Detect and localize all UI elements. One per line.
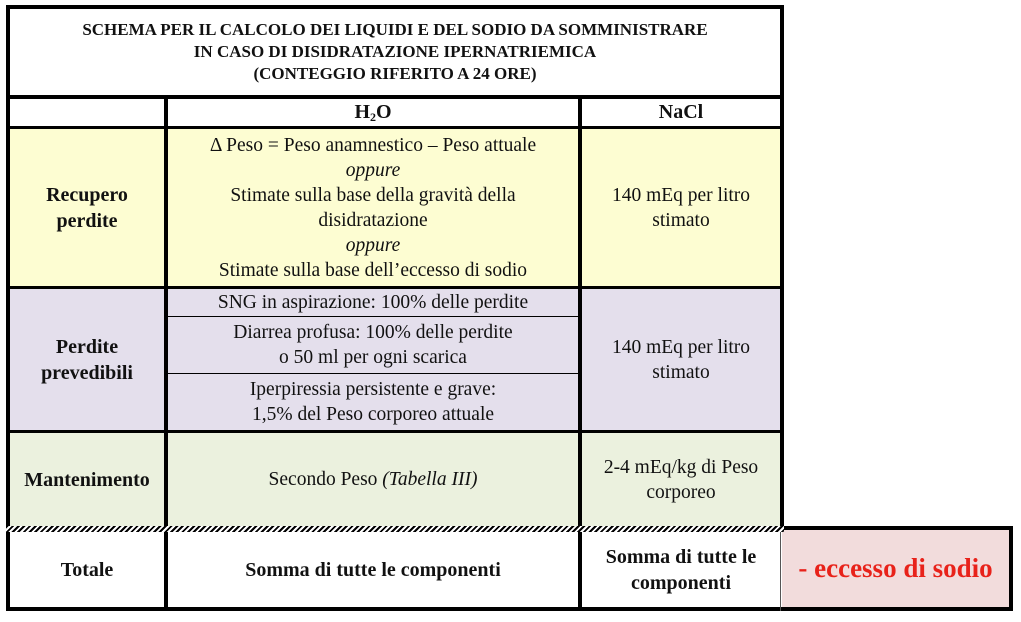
prevedibili-label	[10, 289, 164, 430]
mantenimento-nacl-line1: 2-4 mEq/kg di Peso	[603, 456, 759, 478]
mantenimento-nacl-cell	[582, 433, 780, 526]
border-bottom	[6, 607, 1013, 611]
mantenimento-h2o-text: Secondo Peso	[268, 469, 383, 490]
mantenimento-nacl-line2: corporeo	[646, 481, 716, 503]
iperpiressia-cell	[168, 374, 578, 430]
sng-cell	[168, 289, 578, 316]
recupero-h2o-line1: Δ Peso = Peso anamnestico – Peso attuale	[209, 135, 537, 156]
recupero-label-line1: Recupero	[46, 183, 128, 206]
mantenimento-label-text: Mantenimento	[24, 468, 150, 491]
mantenimento-h2o-italic: (Tabella III)	[382, 469, 478, 490]
totale-nacl-line2: componenti	[631, 571, 731, 594]
totale-nacl-line1: Somma di tutte le	[605, 545, 757, 568]
recupero-label	[10, 129, 164, 286]
h2o-base: H	[354, 100, 370, 123]
prevedibili-label-line2: prevedibili	[41, 361, 133, 384]
recupero-nacl-line1: 140 mEq per litro	[611, 184, 751, 206]
eccesso-sodio-text: - eccesso di sodio	[798, 553, 993, 583]
sng-text: SNG in aspirazione: 100% delle perdite	[217, 292, 529, 313]
diarrea-cell	[168, 317, 578, 373]
totale-h2o-text: Somma di tutte le componenti	[245, 558, 501, 581]
totale-label-text: Totale	[60, 558, 114, 581]
mantenimento-label	[10, 433, 164, 526]
eccesso-sodio-cell	[782, 530, 1009, 607]
totale-h2o-cell	[168, 532, 578, 607]
recupero-label-line2: perdite	[56, 209, 118, 232]
h2o-column-header	[168, 99, 578, 126]
recupero-h2o-line5: oppure	[345, 235, 401, 256]
recupero-h2o-line3: Stimate sulla base della gravità della	[230, 185, 516, 206]
prevedibili-label-line1: Perdite	[55, 335, 119, 358]
h2o-sub: 2	[370, 109, 376, 124]
recupero-h2o-line6: Stimate sulla base dell’eccesso di sodio	[218, 260, 528, 281]
recupero-h2o-line2: oppure	[345, 160, 401, 181]
iperpiressia-line2: 1,5% del Peso corporeo attuale	[251, 404, 495, 425]
title-line2: IN CASO DI DISIDRATAZIONE IPERNATRIEMICA	[193, 42, 597, 61]
prevedibili-nacl-line1: 140 mEq per litro	[611, 336, 751, 358]
h2o-end: O	[376, 100, 392, 123]
totale-label	[10, 532, 164, 607]
title-line3: (CONTEGGIO RIFERITO A 24 ORE)	[253, 64, 537, 83]
prevedibili-nacl-line2: stimato	[652, 361, 710, 383]
title-line1: SCHEMA PER IL CALCOLO DEI LIQUIDI E DEL SODIO DA SOMMINISTRARE	[82, 20, 708, 39]
recupero-h2o-cell	[168, 132, 578, 284]
recupero-nacl-line2: stimato	[652, 209, 710, 231]
recupero-nacl-cell	[582, 129, 780, 286]
totale-nacl-cell	[582, 532, 780, 607]
recupero-h2o-line4: disidratazione	[318, 210, 428, 231]
diarrea-line2: o 50 ml per ogni scarica	[279, 347, 467, 368]
extra-col-divider	[780, 526, 781, 611]
diarrea-line1: Diarrea profusa: 100% delle perdite	[233, 322, 513, 343]
table-title	[10, 9, 780, 95]
border-right-upper	[780, 5, 784, 530]
nacl-column-header	[582, 99, 780, 126]
border-right-extra	[1009, 526, 1013, 611]
nacl-header-text: NaCl	[658, 101, 704, 123]
prevedibili-nacl-cell	[582, 289, 780, 430]
iperpiressia-line1: Iperpiressia persistente e grave:	[249, 379, 497, 400]
mantenimento-h2o-cell	[168, 433, 578, 526]
